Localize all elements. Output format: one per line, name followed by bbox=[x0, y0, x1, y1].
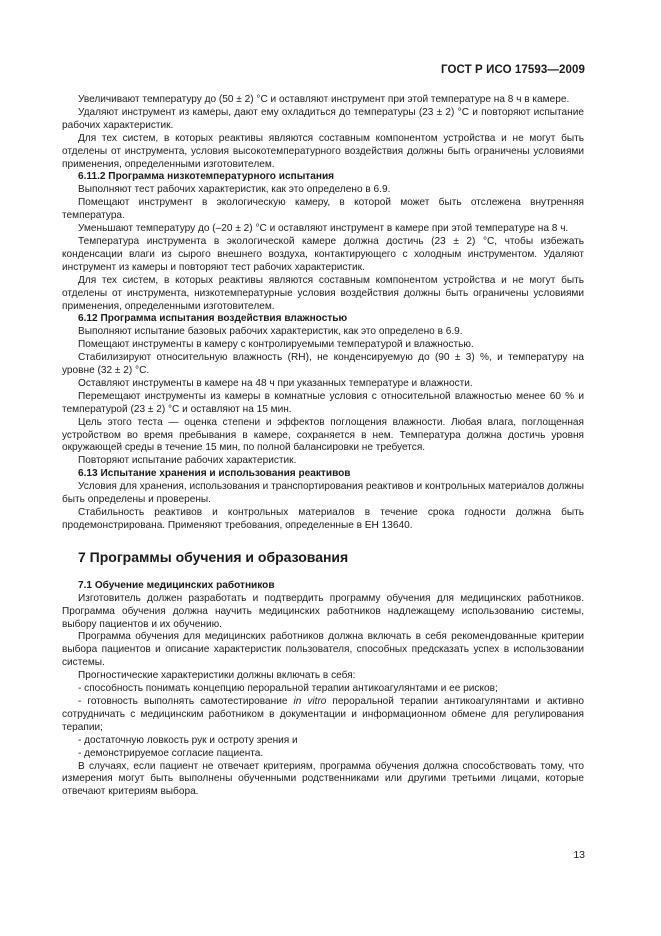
paragraph: Повторяют испытание рабочих характеристик. bbox=[78, 455, 297, 467]
paragraph: Уменьшают температуру до (–20 ± 2) °С и оставляют инструмент в камере при этой температуре на 8 ч. bbox=[78, 223, 569, 235]
paragraph: Программа обучения для медицинских работников должна включать в себя рекомендованные критерии выбора пациентов и описание характеристик пользователя, способных предсказать успех в использовании системы. bbox=[62, 631, 584, 669]
paragraph: Для тех систем, в которых реактивы являются составным компонентом устройства и не могут быть отделены от инструмента, низкотемпературные условия воздействия должны быть ограничены условиями применения, определенными изготовителем. bbox=[62, 274, 584, 312]
in-vitro-term: in vitro bbox=[293, 695, 327, 707]
document-code-header: ГОСТ Р ИСО 17593—2009 bbox=[440, 64, 585, 76]
page-body bbox=[62, 94, 584, 799]
paragraph: Цель этого теста — оценка степени и эффектов поглощения влажности. Любая влага, поглощенная устройством во время пребывания в камере, сохраняется в нем. Температура должна достичь уровня окружающей среды в течение 15 мин, по полной балансировки не требуется. bbox=[62, 416, 584, 454]
list-item: - способность понимать концепцию пероральной терапии антикоагулянтами и ее рисков; bbox=[78, 683, 498, 695]
list-item-text: - готовность выполнять самотестирование bbox=[78, 695, 294, 707]
list-item-text: пероральной терапии антикоагулянтами и активно сотрудничать с медицинским работником в документации и информационном обмене для регулирования терапии; bbox=[62, 695, 584, 733]
section-heading-7: 7 Программы обучения и образования bbox=[78, 548, 349, 565]
subsection-heading-7-1: 7.1 Обучение медицинских работников bbox=[78, 579, 275, 591]
paragraph: Помещают инструмент в экологическую камеру, в которой может быть отслежена внутренняя температура. bbox=[62, 197, 584, 222]
paragraph: Прогностические характеристики должны включать в себя: bbox=[78, 670, 356, 682]
paragraph: Помещают инструменты в камеру с контролируемыми температурой и влажностью. bbox=[78, 339, 474, 351]
subsection-heading-6-12: 6.12 Программа испытания воздействия влажностью bbox=[78, 313, 348, 325]
paragraph: Изготовитель должен разработать и подтвердить программу обучения для медицинских работников. Программа обучения должна научить медицинских работников надлежащему использованию системы, выбору пациентов и их обучению. bbox=[62, 592, 584, 630]
page-number: 13 bbox=[573, 849, 585, 861]
paragraph: Выполняют испытание базовых рабочих характеристик, как это определено в 6.9. bbox=[78, 326, 463, 338]
paragraph: Температура инструмента в экологической камере должна достичь (23 ± 2) °С, чтобы избежать конденсации влаги из сырого внешнего воздуха, контактирующего с холодным инструментом. Удаляют инструмент из камеры и повторяют тест рабочих характеристик. bbox=[62, 235, 584, 273]
list-item bbox=[62, 696, 584, 735]
paragraph: В случаях, если пациент не отвечает критериям, программа обучения должна способствовать тому, что измерения могут быть выполнены обученными родственниками или другими третьими лицами, которые отвечают критериям выбора. bbox=[62, 760, 584, 798]
paragraph: Перемещают инструменты из камеры в комнатные условия с относительной влажностью менее 60 % и температурой (23 ± 2) °С и оставляют на 15 мин. bbox=[62, 390, 584, 415]
paragraph: Удаляют инструмент из камеры, дают ему охладиться до температуры (23 ± 2) °С и повторяют испытание рабочих характеристик. bbox=[62, 106, 584, 131]
paragraph: Для тех систем, в которых реактивы являются составным компонентом устройства и не могут быть отделены от инструмента, условия высокотемпературного воздействия должны быть ограничены условиями применения, определенными изготовителем. bbox=[62, 132, 584, 170]
paragraph: Выполняют тест рабочих характеристик, как это определено в 6.9. bbox=[78, 184, 391, 196]
paragraph: Условия для хранения, использования и транспортирования реактивов и контрольных материалов должны быть определены и проверены. bbox=[62, 481, 584, 506]
paragraph: Стабилизируют относительную влажность (RH), не конденсируемую до (90 ± 3) %, и температуру на уровне (32 ± 2) °С. bbox=[62, 352, 584, 377]
list-item: - демонстрируемое согласие пациента. bbox=[78, 747, 264, 759]
paragraph: Увеличивают температуру до (50 ± 2) °С и оставляют инструмент при этой температуре на 8 ч в камере. bbox=[78, 94, 570, 105]
subsection-heading-6-11-2: 6.11.2 Программа низкотемпературного испытания bbox=[78, 171, 335, 183]
paragraph: Стабильность реактивов и контрольных материалов в течение срока годности должна быть продемонстрирована. Применяют требования, определенные в ЕН 13640. bbox=[62, 507, 584, 531]
paragraph: Оставляют инструменты в камере на 48 ч при указанных температуре и влажности. bbox=[78, 377, 473, 389]
list-item: - достаточную ловкость рук и остроту зрения и bbox=[78, 734, 298, 746]
subsection-heading-6-13: 6.13 Испытание хранения и использования реактивов bbox=[78, 468, 351, 480]
